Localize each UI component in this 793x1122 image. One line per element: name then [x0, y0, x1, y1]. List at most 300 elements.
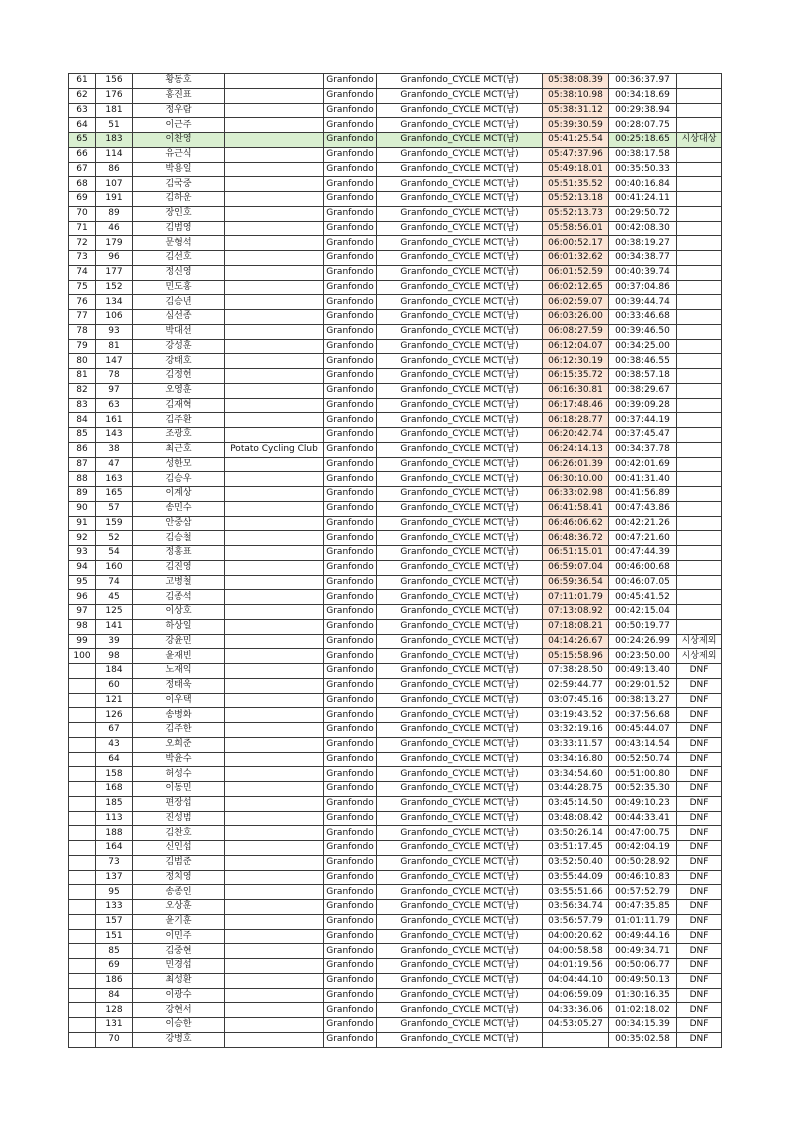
- time1-cell: 04:00:58.58: [543, 944, 609, 959]
- category-cell: Granfondo: [324, 855, 377, 870]
- rank-cell: 97: [69, 605, 96, 620]
- bib-cell: 147: [96, 354, 133, 369]
- name-cell: 김주한: [133, 723, 225, 738]
- time1-cell: 06:08:27.59: [543, 324, 609, 339]
- category-cell: Granfondo: [324, 634, 377, 649]
- time2-cell: 00:52:50.74: [609, 752, 677, 767]
- table-row: [69, 265, 722, 280]
- time2-cell: 00:49:10.23: [609, 796, 677, 811]
- category-cell: Granfondo: [324, 1032, 377, 1047]
- bib-cell: 164: [96, 841, 133, 856]
- team-cell: [225, 1003, 324, 1018]
- category-cell: Granfondo: [324, 1018, 377, 1033]
- time1-cell: 06:20:42.74: [543, 428, 609, 443]
- rank-cell: 81: [69, 369, 96, 384]
- table-row: [69, 354, 722, 369]
- class-cell: Granfondo_CYCLE MCT(남): [377, 428, 543, 443]
- bib-cell: 159: [96, 516, 133, 531]
- time1-cell: 06:02:12.65: [543, 280, 609, 295]
- rank-cell: 91: [69, 516, 96, 531]
- class-cell: Granfondo_CYCLE MCT(남): [377, 413, 543, 428]
- bib-cell: 67: [96, 723, 133, 738]
- category-cell: Granfondo: [324, 605, 377, 620]
- bib-cell: 70: [96, 1032, 133, 1047]
- rank-cell: 78: [69, 324, 96, 339]
- rank-cell: 98: [69, 619, 96, 634]
- rank-cell: 65: [69, 133, 96, 148]
- bib-cell: 161: [96, 413, 133, 428]
- time1-cell: 03:32:19.16: [543, 723, 609, 738]
- rank-cell: 84: [69, 413, 96, 428]
- class-cell: Granfondo_CYCLE MCT(남): [377, 265, 543, 280]
- team-cell: [225, 546, 324, 561]
- rank-cell: 85: [69, 428, 96, 443]
- time1-cell: 04:33:36.06: [543, 1003, 609, 1018]
- time1-cell: 05:15:58.96: [543, 649, 609, 664]
- time1-cell: 02:59:44.77: [543, 678, 609, 693]
- team-cell: [225, 354, 324, 369]
- rank-cell: 95: [69, 575, 96, 590]
- class-cell: Granfondo_CYCLE MCT(남): [377, 796, 543, 811]
- rank-cell: [69, 737, 96, 752]
- class-cell: Granfondo_CYCLE MCT(남): [377, 752, 543, 767]
- category-cell: Granfondo: [324, 944, 377, 959]
- time1-cell: 06:03:26.00: [543, 310, 609, 325]
- category-cell: Granfondo: [324, 959, 377, 974]
- time1-cell: 03:51:17.45: [543, 841, 609, 856]
- category-cell: Granfondo: [324, 693, 377, 708]
- name-cell: 송종인: [133, 885, 225, 900]
- category-cell: Granfondo: [324, 354, 377, 369]
- class-cell: Granfondo_CYCLE MCT(남): [377, 560, 543, 575]
- time1-cell: 06:59:36.54: [543, 575, 609, 590]
- table-row: [69, 472, 722, 487]
- category-cell: Granfondo: [324, 310, 377, 325]
- team-cell: [225, 310, 324, 325]
- time1-cell: 03:19:43.52: [543, 708, 609, 723]
- name-cell: 장인호: [133, 206, 225, 221]
- category-cell: Granfondo: [324, 841, 377, 856]
- category-cell: Granfondo: [324, 236, 377, 251]
- category-cell: Granfondo: [324, 619, 377, 634]
- class-cell: Granfondo_CYCLE MCT(남): [377, 324, 543, 339]
- note-cell: DNF: [677, 900, 722, 915]
- note-cell: [677, 324, 722, 339]
- note-cell: [677, 236, 722, 251]
- rank-cell: 68: [69, 177, 96, 192]
- team-cell: [225, 133, 324, 148]
- bib-cell: 84: [96, 988, 133, 1003]
- time1-cell: 04:06:59.09: [543, 988, 609, 1003]
- class-cell: Granfondo_CYCLE MCT(남): [377, 221, 543, 236]
- table-row: [69, 103, 722, 118]
- time2-cell: 00:45:44.07: [609, 723, 677, 738]
- class-cell: Granfondo_CYCLE MCT(남): [377, 162, 543, 177]
- table-row: [69, 723, 722, 738]
- category-cell: Granfondo: [324, 442, 377, 457]
- time1-cell: 06:51:15.01: [543, 546, 609, 561]
- name-cell: 이민주: [133, 929, 225, 944]
- rank-cell: 63: [69, 103, 96, 118]
- class-cell: Granfondo_CYCLE MCT(남): [377, 885, 543, 900]
- time2-cell: 00:42:01.69: [609, 457, 677, 472]
- time2-cell: 00:49:13.40: [609, 664, 677, 679]
- time2-cell: 00:38:13.27: [609, 693, 677, 708]
- bib-cell: 57: [96, 501, 133, 516]
- rank-cell: 80: [69, 354, 96, 369]
- note-cell: [677, 103, 722, 118]
- name-cell: 정우람: [133, 103, 225, 118]
- table-row: [69, 782, 722, 797]
- table-row: [69, 251, 722, 266]
- team-cell: [225, 206, 324, 221]
- rank-cell: 67: [69, 162, 96, 177]
- class-cell: Granfondo_CYCLE MCT(남): [377, 767, 543, 782]
- rank-cell: 62: [69, 88, 96, 103]
- name-cell: 이상호: [133, 605, 225, 620]
- table-row: [69, 1018, 722, 1033]
- team-cell: [225, 251, 324, 266]
- note-cell: [677, 487, 722, 502]
- team-cell: [225, 516, 324, 531]
- time2-cell: 00:46:07.05: [609, 575, 677, 590]
- time1-cell: 07:13:08.92: [543, 605, 609, 620]
- rank-cell: 86: [69, 442, 96, 457]
- category-cell: Granfondo: [324, 988, 377, 1003]
- class-cell: Granfondo_CYCLE MCT(남): [377, 988, 543, 1003]
- bib-cell: 46: [96, 221, 133, 236]
- class-cell: Granfondo_CYCLE MCT(남): [377, 811, 543, 826]
- note-cell: DNF: [677, 752, 722, 767]
- note-cell: [677, 546, 722, 561]
- time2-cell: 00:41:24.11: [609, 192, 677, 207]
- team-cell: [225, 752, 324, 767]
- rank-cell: [69, 664, 96, 679]
- time2-cell: 00:40:39.74: [609, 265, 677, 280]
- team-cell: [225, 767, 324, 782]
- note-cell: [677, 398, 722, 413]
- team-cell: [225, 88, 324, 103]
- time2-cell: 00:29:38.94: [609, 103, 677, 118]
- class-cell: Granfondo_CYCLE MCT(남): [377, 457, 543, 472]
- team-cell: [225, 103, 324, 118]
- team-cell: [225, 678, 324, 693]
- class-cell: Granfondo_CYCLE MCT(남): [377, 310, 543, 325]
- time1-cell: 06:15:35.72: [543, 369, 609, 384]
- bib-cell: 73: [96, 855, 133, 870]
- bib-cell: 93: [96, 324, 133, 339]
- note-cell: DNF: [677, 1032, 722, 1047]
- table-row: [69, 575, 722, 590]
- time2-cell: 00:42:04.19: [609, 841, 677, 856]
- name-cell: 유근식: [133, 147, 225, 162]
- time1-cell: 05:49:18.01: [543, 162, 609, 177]
- note-cell: DNF: [677, 988, 722, 1003]
- rank-cell: 61: [69, 74, 96, 89]
- time2-cell: 00:36:37.97: [609, 74, 677, 89]
- team-cell: [225, 664, 324, 679]
- rank-cell: 79: [69, 339, 96, 354]
- category-cell: Granfondo: [324, 678, 377, 693]
- class-cell: Granfondo_CYCLE MCT(남): [377, 693, 543, 708]
- team-cell: [225, 324, 324, 339]
- class-cell: Granfondo_CYCLE MCT(남): [377, 723, 543, 738]
- note-cell: [677, 472, 722, 487]
- class-cell: Granfondo_CYCLE MCT(남): [377, 251, 543, 266]
- name-cell: 박대선: [133, 324, 225, 339]
- time1-cell: 05:52:13.18: [543, 192, 609, 207]
- time2-cell: 00:38:29.67: [609, 383, 677, 398]
- name-cell: 노재익: [133, 664, 225, 679]
- class-cell: Granfondo_CYCLE MCT(남): [377, 369, 543, 384]
- class-cell: Granfondo_CYCLE MCT(남): [377, 575, 543, 590]
- note-cell: DNF: [677, 1003, 722, 1018]
- rank-cell: [69, 841, 96, 856]
- table-row: [69, 280, 722, 295]
- name-cell: 송병화: [133, 708, 225, 723]
- table-row: [69, 870, 722, 885]
- name-cell: 김주환: [133, 413, 225, 428]
- note-cell: DNF: [677, 826, 722, 841]
- category-cell: Granfondo: [324, 383, 377, 398]
- time2-cell: 00:35:02.58: [609, 1032, 677, 1047]
- name-cell: 김승년: [133, 295, 225, 310]
- time1-cell: 07:11:01.79: [543, 590, 609, 605]
- rank-cell: 71: [69, 221, 96, 236]
- category-cell: Granfondo: [324, 177, 377, 192]
- table-row: [69, 959, 722, 974]
- team-cell: [225, 605, 324, 620]
- name-cell: 강현서: [133, 1003, 225, 1018]
- bib-cell: 81: [96, 339, 133, 354]
- team-cell: [225, 885, 324, 900]
- team-cell: [225, 649, 324, 664]
- note-cell: [677, 428, 722, 443]
- category-cell: Granfondo: [324, 708, 377, 723]
- time1-cell: 05:52:13.73: [543, 206, 609, 221]
- rank-cell: 82: [69, 383, 96, 398]
- name-cell: 송민수: [133, 501, 225, 516]
- table-row: [69, 162, 722, 177]
- class-cell: Granfondo_CYCLE MCT(남): [377, 678, 543, 693]
- time2-cell: 00:38:19.27: [609, 236, 677, 251]
- name-cell: 오상훈: [133, 900, 225, 915]
- time2-cell: 00:49:44.16: [609, 929, 677, 944]
- table-row: [69, 324, 722, 339]
- time2-cell: 00:42:15.04: [609, 605, 677, 620]
- time1-cell: 03:07:45.16: [543, 693, 609, 708]
- bib-cell: 51: [96, 118, 133, 133]
- category-cell: Granfondo: [324, 575, 377, 590]
- class-cell: Granfondo_CYCLE MCT(남): [377, 546, 543, 561]
- rank-cell: [69, 988, 96, 1003]
- time2-cell: 00:49:34.71: [609, 944, 677, 959]
- class-cell: Granfondo_CYCLE MCT(남): [377, 74, 543, 89]
- category-cell: Granfondo: [324, 664, 377, 679]
- bib-cell: 131: [96, 1018, 133, 1033]
- class-cell: Granfondo_CYCLE MCT(남): [377, 236, 543, 251]
- bib-cell: 107: [96, 177, 133, 192]
- time2-cell: 00:33:46.68: [609, 310, 677, 325]
- note-cell: [677, 560, 722, 575]
- class-cell: Granfondo_CYCLE MCT(남): [377, 1003, 543, 1018]
- rank-cell: 88: [69, 472, 96, 487]
- time2-cell: 00:38:57.18: [609, 369, 677, 384]
- name-cell: 김국중: [133, 177, 225, 192]
- time2-cell: 00:29:01.52: [609, 678, 677, 693]
- class-cell: Granfondo_CYCLE MCT(남): [377, 206, 543, 221]
- time1-cell: 06:26:01.39: [543, 457, 609, 472]
- bib-cell: 158: [96, 767, 133, 782]
- rank-cell: [69, 767, 96, 782]
- note-cell: DNF: [677, 767, 722, 782]
- note-cell: [677, 575, 722, 590]
- rank-cell: 75: [69, 280, 96, 295]
- time2-cell: 00:42:08.30: [609, 221, 677, 236]
- time1-cell: 05:41:25.54: [543, 133, 609, 148]
- time1-cell: 06:16:30.81: [543, 383, 609, 398]
- note-cell: [677, 413, 722, 428]
- team-cell: [225, 575, 324, 590]
- table-row: [69, 634, 722, 649]
- time2-cell: 00:44:33.41: [609, 811, 677, 826]
- table-row: [69, 590, 722, 605]
- class-cell: Granfondo_CYCLE MCT(남): [377, 192, 543, 207]
- time2-cell: 00:38:46.55: [609, 354, 677, 369]
- note-cell: [677, 619, 722, 634]
- name-cell: 이동민: [133, 782, 225, 797]
- rank-cell: [69, 944, 96, 959]
- rank-cell: [69, 782, 96, 797]
- time2-cell: 00:41:31.40: [609, 472, 677, 487]
- bib-cell: 165: [96, 487, 133, 502]
- name-cell: 오희준: [133, 737, 225, 752]
- rank-cell: 73: [69, 251, 96, 266]
- name-cell: 김진영: [133, 560, 225, 575]
- team-cell: [225, 693, 324, 708]
- table-row: [69, 841, 722, 856]
- time2-cell: 00:34:38.77: [609, 251, 677, 266]
- bib-cell: 191: [96, 192, 133, 207]
- class-cell: Granfondo_CYCLE MCT(남): [377, 841, 543, 856]
- note-cell: DNF: [677, 885, 722, 900]
- name-cell: 이찬영: [133, 133, 225, 148]
- note-cell: 시상제외: [677, 634, 722, 649]
- team-cell: [225, 634, 324, 649]
- name-cell: 편장섭: [133, 796, 225, 811]
- note-cell: [677, 339, 722, 354]
- rank-cell: [69, 885, 96, 900]
- time2-cell: 00:34:37.78: [609, 442, 677, 457]
- team-cell: [225, 1018, 324, 1033]
- category-cell: Granfondo: [324, 398, 377, 413]
- rank-cell: [69, 973, 96, 988]
- category-cell: Granfondo: [324, 929, 377, 944]
- rank-cell: [69, 693, 96, 708]
- name-cell: 강성훈: [133, 339, 225, 354]
- bib-cell: 121: [96, 693, 133, 708]
- rank-cell: [69, 1032, 96, 1047]
- team-cell: [225, 811, 324, 826]
- table-row: [69, 516, 722, 531]
- name-cell: 윤기훈: [133, 914, 225, 929]
- time2-cell: 00:35:50.33: [609, 162, 677, 177]
- bib-cell: 86: [96, 162, 133, 177]
- note-cell: [677, 354, 722, 369]
- category-cell: Granfondo: [324, 914, 377, 929]
- time1-cell: 06:01:32.62: [543, 251, 609, 266]
- rank-cell: 72: [69, 236, 96, 251]
- name-cell: 김하운: [133, 192, 225, 207]
- time2-cell: 00:47:44.39: [609, 546, 677, 561]
- name-cell: 이근주: [133, 118, 225, 133]
- table-row: [69, 708, 722, 723]
- table-row: [69, 1032, 722, 1047]
- note-cell: 시상대상: [677, 133, 722, 148]
- time2-cell: 00:42:21.26: [609, 516, 677, 531]
- bib-cell: 179: [96, 236, 133, 251]
- rank-cell: [69, 1003, 96, 1018]
- time2-cell: 00:50:28.92: [609, 855, 677, 870]
- time2-cell: 01:30:16.35: [609, 988, 677, 1003]
- name-cell: 박윤수: [133, 752, 225, 767]
- note-cell: [677, 442, 722, 457]
- note-cell: 시상제외: [677, 649, 722, 664]
- table-row: [69, 236, 722, 251]
- bib-cell: 143: [96, 428, 133, 443]
- rank-cell: 92: [69, 531, 96, 546]
- time1-cell: 03:44:28.75: [543, 782, 609, 797]
- time2-cell: 00:37:04.86: [609, 280, 677, 295]
- time2-cell: 00:28:07.75: [609, 118, 677, 133]
- table-row: [69, 177, 722, 192]
- name-cell: 김선호: [133, 251, 225, 266]
- table-row: [69, 605, 722, 620]
- category-cell: Granfondo: [324, 324, 377, 339]
- note-cell: DNF: [677, 723, 722, 738]
- time1-cell: [543, 1032, 609, 1047]
- team-cell: [225, 560, 324, 575]
- class-cell: Granfondo_CYCLE MCT(남): [377, 487, 543, 502]
- table-row: [69, 929, 722, 944]
- bib-cell: 64: [96, 752, 133, 767]
- table-row: [69, 737, 722, 752]
- table-row: [69, 487, 722, 502]
- table-row: [69, 973, 722, 988]
- team-cell: [225, 531, 324, 546]
- team-cell: [225, 118, 324, 133]
- note-cell: [677, 295, 722, 310]
- name-cell: 허성수: [133, 767, 225, 782]
- team-cell: [225, 369, 324, 384]
- name-cell: 민경섭: [133, 959, 225, 974]
- table-row: [69, 310, 722, 325]
- category-cell: Granfondo: [324, 737, 377, 752]
- category-cell: Granfondo: [324, 590, 377, 605]
- time1-cell: 07:38:28.50: [543, 664, 609, 679]
- category-cell: Granfondo: [324, 973, 377, 988]
- time2-cell: 00:37:44.19: [609, 413, 677, 428]
- category-cell: Granfondo: [324, 74, 377, 89]
- team-cell: [225, 177, 324, 192]
- note-cell: DNF: [677, 737, 722, 752]
- team-cell: [225, 74, 324, 89]
- time1-cell: 03:34:16.80: [543, 752, 609, 767]
- team-cell: [225, 973, 324, 988]
- bib-cell: 181: [96, 103, 133, 118]
- bib-cell: 89: [96, 206, 133, 221]
- category-cell: Granfondo: [324, 826, 377, 841]
